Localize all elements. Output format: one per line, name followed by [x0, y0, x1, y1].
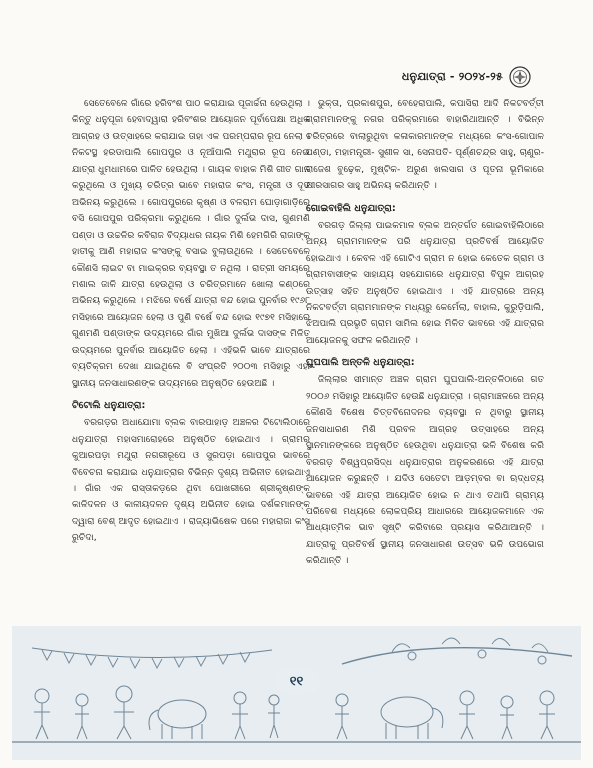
paragraph: ଜିଲ୍ଲାର ସୀମାନ୍ତ ଅଞ୍ଚଳ ଗ୍ରାମ ଘୁଘପାଲି-ଅନ୍ତଳିଠାରେ ଗତ ୨୦୦୬ ମସିହାରୁ ଆୟୋଜିତ ହେଉଛି ଧନୁଯାତ୍ରା । ଗ୍ରାମାଞ୍ଚଳରେ ଅନ୍ୟ କୌଣସି ବିଶେଷ ଚିତ୍ତବିନୋଦନର ବ୍ୟବସ୍ଥା ନ ଥିବାରୁ ସ୍ଥାନୀୟ ଜନସାଧାରଣ ମିଶି ପ୍ରବଳ ଆଗ୍ରହ ଉତ୍ସାହରେ ଅନ୍ୟ ସ୍ଥାନମାନଙ୍କରେ ଅନୁଷ୍ଠିତ ହେଉଥିବା ଧନୁଯାତ୍ରା ଭଳି ବିଶେଷ କରି ବରଗଡ଼ ବିଶ୍ୱପ୍ରସିଦ୍ଧ ଧନୁଯାତ୍ରାର ଅନୁକରଣରେ ଏହି ଯାତ୍ରା ଆୟୋଜନ କରୁଛନ୍ତି । ଯଦିଓ ସେତେଟା ଆଡ଼ମ୍ବର ବା ଋଦ୍ଧତ୍ୟ ଭାବରେ ଏହି ଯାତ୍ରା ଆୟୋଜିତ ହୋଇ ନ ଥାଏ ତଥାପି ଗ୍ରାମ୍ୟ ପରିବେଶ ମଧ୍ୟରେ ଲୋକପ୍ରିୟ ଆଧାରରେ ଆୟୋଜକମାନେ ଏକ ଆଧ୍ୟାତ୍ମିକ ଭାବ ସୃଷ୍ଟି କରିବାରେ ପ୍ରୟାସ କରିଥାଆନ୍ତି । ଯାତ୍ରାକୁ ପ୍ରତିବର୍ଷ ସ୍ଥାନୀୟ ଜନସାଧାରଣ ଉତ୍ସବ ଭଳି ଉପଭୋଗ କରିଥାନ୍ତି । — [306, 375, 544, 567]
page-number: ୧୧ — [274, 668, 320, 694]
section-heading: ଟିଟୋଲି ଧନୁଯାତ୍ରା: — [72, 400, 146, 412]
left-column — [72, 96, 310, 547]
magazine-title: ଧନୁଯାତ୍ରା - ୨୦୨୪-୨୫ — [401, 70, 503, 83]
paragraph: ବରଗଡ଼ର ଅଧାଯୋମା ବ୍ଲକ ବାରପାହାଡ଼ ଅଞ୍ଚଳର ଟିଟୋଲିଠାରେ ଧନୁଯାତ୍ରା ମହାସମାରୋହରେ ଅନୁଷ୍ଠିତ ହୋଇଥାଏ । ଗ୍ରାମର କୁଆରପଡ଼ା ମଥୁରା ନଗରୀରୂପେ ଓ ସୁରପଡ଼ା ଗୋପପୁର ଭାବରେ ବିବେଚନା କରାଯାଇ ଧନୁଯାତ୍ରାର ବିଭିନ୍ନ ଦୃଶ୍ୟ ଅଭିନୀତ ହୋଇଥାଏ । ଗାଁର ଏକ ରାସ୍ତାକଡ଼ରେ ଥିବା ପୋଖରୀରେ ଶ୍ରୀକୃଷ୍ଣଙ୍କ କାଳିଦଳନ ଓ କାଳୀୟଦଳନ ଦୃଶ୍ୟ ଅଭିନୀତ ହୋଇ ଦର୍ଶକମାନଙ୍କ ଦ୍ୱାରା ବେଶ୍ ଆଦୃତ ହୋଇଥାଏ । ରାଜ୍ୟାଭିଷେକ ପରେ ମହାରାଜା କଂସ ରୁଚିଦା, — [72, 418, 310, 544]
right-column — [306, 96, 544, 570]
paragraph: ସେତେବେଳେ ଗାଁରେ ହରିବଂଶ ପାଠ କରାଯାଇ ପୂଜାର୍ଚ୍ଚନା ହେଉଥିଲା । କିନ୍ତୁ ଧନୁପୂଜା ହେବାଦ୍ୱାରା ହରିବଂଶର ଆୟୋଜନ ପୂର୍ବାପେକ୍ଷା ଅଧିକ ଆଗ୍ରହ ଓ ଉତ୍ସାହରେ କରାଯାଇ ତାହା ଏକ ପରମ୍ପରାର ରୂପ ନେଲା । ନିକଟସ୍ଥ ହରଡାପାଲି ଗୋପପୁର ଓ ନୂଆଁପାଲି ମଥୁରାର ରୂପ ନେଇ ଯାତ୍ରା ଧୁମଧାମରେ ପାଳିତ ହେଉଥିଲା । ଗାୟକ ବାହାକ ମିଶି ଗୀତ ଗାନ କରୁଥିଲେ ଓ ମୁଖ୍ୟ ଚରିତ୍ର ଭାବେ ମହାରାଜ କଂସ, ମନ୍ତ୍ରୀ ଓ ଦୂତ ଅଭିନୟ କରୁଥିଲେ । ଗୋପପୁରରେ କୃଷ୍ଣ ଓ ବଳରାମ ଘୋଡ଼ାଗାଡ଼ିରେ ବସି ଗୋପପୁର ପରିକ୍ରମା କରୁଥିଲେ । ଗାଁର ଦୁର୍ଲଭ ଦାସ, ଗୁଣମଣି ପଣ୍ଡା ଓ ଉଚ୍ଚଳିର କବିରାଜ ବିଦ୍ୟାଧର ନାୟକ ମିଶି ହେମଗିରି ରାଜାଙ୍କ ହାତୀକୁ ଆଣି ମହାରାଜ କଂସଙ୍କୁ ବସାଇ ବୁଲାଉଥିଲେ । ସେତେବେଳେ କୌଣସି ଲାଇଟ ବା ମାଇକ୍ରର ବ୍ୟବସ୍ଥା ତ ନଥିଲା । ରାତ୍ରୀ ସମୟରେ ମଶାଲ ଜାଳି ଯାତ୍ରା ହେଉଥିଲା ଓ ଚରିତ୍ରମାନେ ଖୋଲା କଣ୍ଠରେ ଅଭିନୟ କରୁଥିଲେ । ମଝିରେ ବର୍ଷେ ଯାତ୍ରା ବନ୍ଦ ହୋଇ ପୁନର୍ବାର ୧୯୬୮ ମସିହାରେ ଆୟୋଜନ ହେଲା ଓ ପୁଣି ବର୍ଷେ ବନ୍ଦ ହୋଇ ୧୯୭୧ ମସିହାରେ ଗୁଣମଣି ପଣ୍ଡାଙ୍କ ଉଦ୍ୟମରେ ଗାଁର ମୁଖିଆ ଦୁର୍ଲଭ ଦାସଙ୍କ ମିଳିତ ଉଦ୍ୟମରେ ପୁନର୍ବାର ଆୟୋଜିତ ହେଲା । ଏହିଭଳି ଭାବେ ଯାତ୍ରାରେ ବ୍ୟତିକ୍ରମ ଦେଖା ଯାଇଥିଲେ ବି ସଂପ୍ରତି ୨୦୦୩ ମସିହାରୁ ଏହା ସ୍ଥାନୀୟ ଜନସାଧାରଣଙ୍କ ଉଦ୍ୟମରେ ଅନୁଷ୍ଠିତ ହେଉଅଛି । — [72, 99, 310, 389]
footer-banner — [12, 626, 581, 760]
section-heading: ଘୁଘପାଲି ଅନ୍ତଳି ଧନୁଯାତ୍ରା: — [306, 357, 415, 369]
paragraph: ଭୁକ୍ତା, ପ୍ରକାଶପୁର, ବେହେରାପାଲି, କପାସିରା ଆଦି ନିକଟବର୍ତ୍ତୀ ଗ୍ରାମମାନଙ୍କୁ ନଗର ପରିକ୍ରମାରେ ବାହାରିଥାଆନ୍ତି । ବିଭିନ୍ନ ଚରିତ୍ରରେ ବାଲାରୁଥିବା କଳାକାରମାନଙ୍କ ମଧ୍ୟରେ କଂସ-ଗୋପାଳ ପଣ୍ଡା, ମହାମନ୍ତ୍ରୀ- ସୁଶୀଳ ସା, ସେନାପତି- ପୂର୍ଣ୍ଣଚନ୍ଦ୍ର ସାହୁ, ଚାଣୁର- ରାଜେଶ ବୁଢ଼େକ, ମୁଷ୍ଟିକ- ଅରୁଣ ଖଲସାଗ ଓ ପୂତନା ଭୂମିକାରେ କ୍ଷୀରସାଗର ସାହୁ ଅଭିନୟ କରିଥାନ୍ତି । — [306, 99, 544, 192]
emblem-icon — [509, 66, 531, 88]
section-heading: ଗୋଇବାହିଲି ଧନୁଯାତ୍ରା: — [306, 202, 396, 214]
paragraph: ବରଗଡ଼ ଜିଲ୍ଲା ପାଇକମାଳ ବ୍ଲକ ଅନ୍ତର୍ଗତ ଗୋଇବାହିଲିଠାରେ ଅନ୍ୟ ଗ୍ରାମମାନଙ୍କ ପରି ଧନୁଯାତ୍ରା ପ୍ରତିବର୍ଷ ଆୟୋଜିତ ହୋଇଥାଏ । କେବଳ ଏହି ଗୋଟିଏ ଗ୍ରାମ ନ ହୋଇ କେତେକ ଗ୍ରାମ ଓ ଗ୍ରାମବାସୀଙ୍କ ସାହାଯ୍ୟ ସହଯୋଗରେ ଧନୁଯାତ୍ରା ବିପୁଳ ଆଗ୍ରହ ଉତ୍ସାହ ସହିତ ଅନୁଷ୍ଠିତ ହୋଇଥାଏ । ଏହି ଯାତ୍ରାରେ ଅନ୍ୟ ନିକଟବର୍ତ୍ତୀ ଗ୍ରାମମାନଙ୍କ ମଧ୍ୟରୁ କେର୍ମେଲା, ବାହାଲ, କୁରୁଡ଼ିପାଲି, ଝିଅପାଲି ପ୍ରଭୃତି ଗ୍ରାମ ସାମିଲ ହୋଇ ମିଳିତ ଭାବରେ ଏହି ଯାତ୍ରାର ଆୟୋଜନକୁ ସଫଳ କରିଥାନ୍ତି । — [306, 220, 544, 346]
page-header — [402, 66, 531, 88]
